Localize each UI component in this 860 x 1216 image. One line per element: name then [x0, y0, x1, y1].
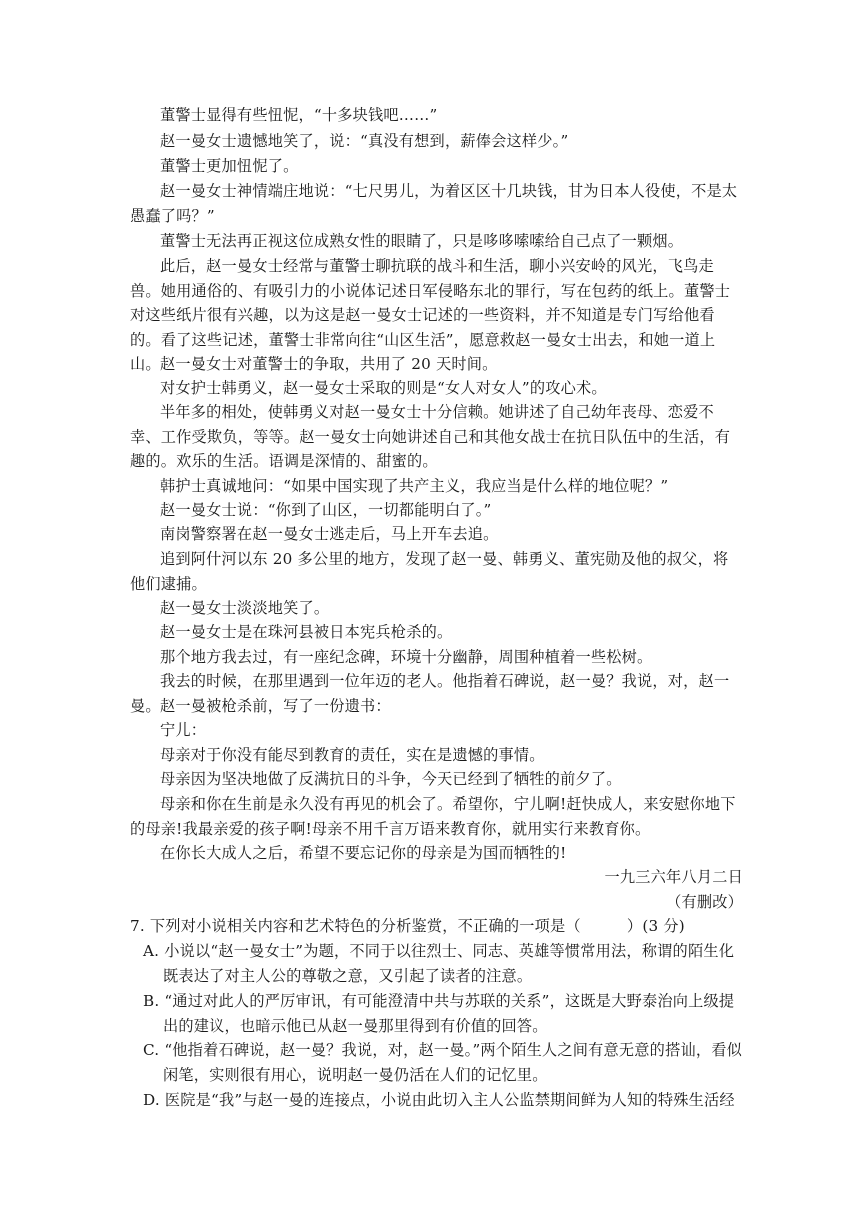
letter-salutation: 宁儿： — [160, 721, 207, 739]
paragraph: 赵一曼女士说：“你到了山区，一切都能明白了。” — [160, 501, 492, 519]
paragraph: 董警士更加忸怩了。 — [160, 157, 299, 175]
paragraph: 赵一曼女士淡淡地笑了。 — [160, 599, 330, 617]
paragraph: 半年多的相处，使韩勇义对赵一曼女士十分信赖。她讲述了自己幼年丧母、恋爱不幸、工作受欺负，等等。赵一曼女士向她讲述自己和其他女战士在抗日队伍中的生活，有趣的。欢乐的生活。语调是深情的、甜蜜的。 — [130, 403, 731, 471]
paragraph: 南岗警察署在赵一曼女士逃走后，马上开车去追。 — [160, 525, 499, 543]
paragraph: 对女护士韩勇义，赵一曼女士采取的则是“女人对女人”的攻心术。 — [160, 379, 607, 397]
letter-paragraph: 母亲和你在生前是永久没有再见的机会了。希望你，宁儿啊!赶快成人，来安慰你地下的母亲!我最亲爱的孩子啊!母亲不用千言万语来教育你，就用实行来教育你。 — [130, 795, 736, 838]
letter-paragraph: 母亲因为坚决地做了反满抗日的斗争，今天已经到了牺牲的前夕了。 — [160, 770, 622, 788]
option-c: C. “他指着石碑说，赵一曼？我说，对，赵一曼。”两个陌生人之间有意无意的搭讪，看似闲笔，实则很有用心，说明赵一曼仍活在人们的记忆里。 — [143, 1041, 743, 1084]
paragraph: 此后，赵一曼女士经常与董警士聊抗联的战斗和生活，聊小兴安岭的风光，飞鸟走兽。她用通俗的、有吸引力的小说体记述日军侵略东北的罪行，写在包药的纸上。董警士对这些纸片很有兴趣，以为这是赵一曼女士记述的一些资料，并不知道是专门写给他看的。看了这些记述，董警士非常向往“山区生活”，愿意救赵一曼女士出去，和她一道上山。 — [130, 257, 731, 374]
source-note: （有删改） — [666, 893, 743, 911]
paragraph: 我去的时候，在那里遇到一位年迈的老人。他指着石碑说，赵一曼？我说，对，赵一曼。 — [130, 672, 730, 715]
question-stem: 7. 下列对小说相关内容和艺术特色的分析鉴赏，不正确的一项是（ ）(3 分) — [130, 917, 685, 935]
paragraph: 赵一曼女士是在珠河县被日本宪兵枪杀的。 — [160, 623, 453, 641]
paragraph: 赵一曼女士对董警士的争取，共用了 20 天时间。 — [160, 355, 498, 373]
paragraph: 赵一曼女士遗憾地笑了，说：“真没有想到，薪俸会这样少。” — [160, 132, 569, 150]
paragraph: 韩护士真诚地问：“如果中国实现了共产主义，我应当是什么样的地位呢？” — [160, 477, 669, 495]
paragraph: 董警士显得有些忸怩，“十多块钱吧……” — [160, 106, 438, 124]
paragraph: 追到阿什河以东 20 多公里的地方，发现了赵一曼、韩勇义、董宪勋及他的叔父，将他们逮捕。 — [130, 550, 729, 593]
option-d: D. 医院是“我”与赵一曼的连接点，小说由此切入主人公监禁期间鲜为人知的特殊生活经 — [143, 1091, 735, 1109]
option-b: B. “通过对此人的严厉审讯，有可能澄清中共与苏联的关系”，这既是大野泰治向上级提出的建议，也暗示他已从赵一曼那里得到有价值的回答。 — [143, 992, 735, 1035]
letter-date: 一九三六年八月二日 — [604, 868, 743, 886]
option-a: A. 小说以“赵一曼女士”为题，不同于以往烈士、同志、英雄等惯常用法，称谓的陌生化既表达了对主人公的尊敬之意，又引起了读者的注意。 — [143, 942, 735, 985]
letter-paragraph: 在你长大成人之后，希望不要忘记你的母亲是为国而牺牲的! — [160, 844, 567, 862]
paragraph: 赵一曼女士神情端庄地说：“七尺男儿，为着区区十几块钱，甘为日本人役使，不是太愚蠢了吗？” — [130, 182, 738, 225]
paragraph: 董警士无法再正视这位成熟女性的眼睛了，只是哆哆嗦嗦给自己点了一颗烟。 — [160, 232, 684, 250]
paragraph: 那个地方我去过，有一座纪念碑，环境十分幽静，周围种植着一些松树。 — [160, 648, 653, 666]
letter-paragraph: 母亲对于你没有能尽到教育的责任，实在是遗憾的事情。 — [160, 746, 545, 764]
paragraph: 赵一曼被枪杀前，写了一份遗书： — [160, 697, 391, 715]
